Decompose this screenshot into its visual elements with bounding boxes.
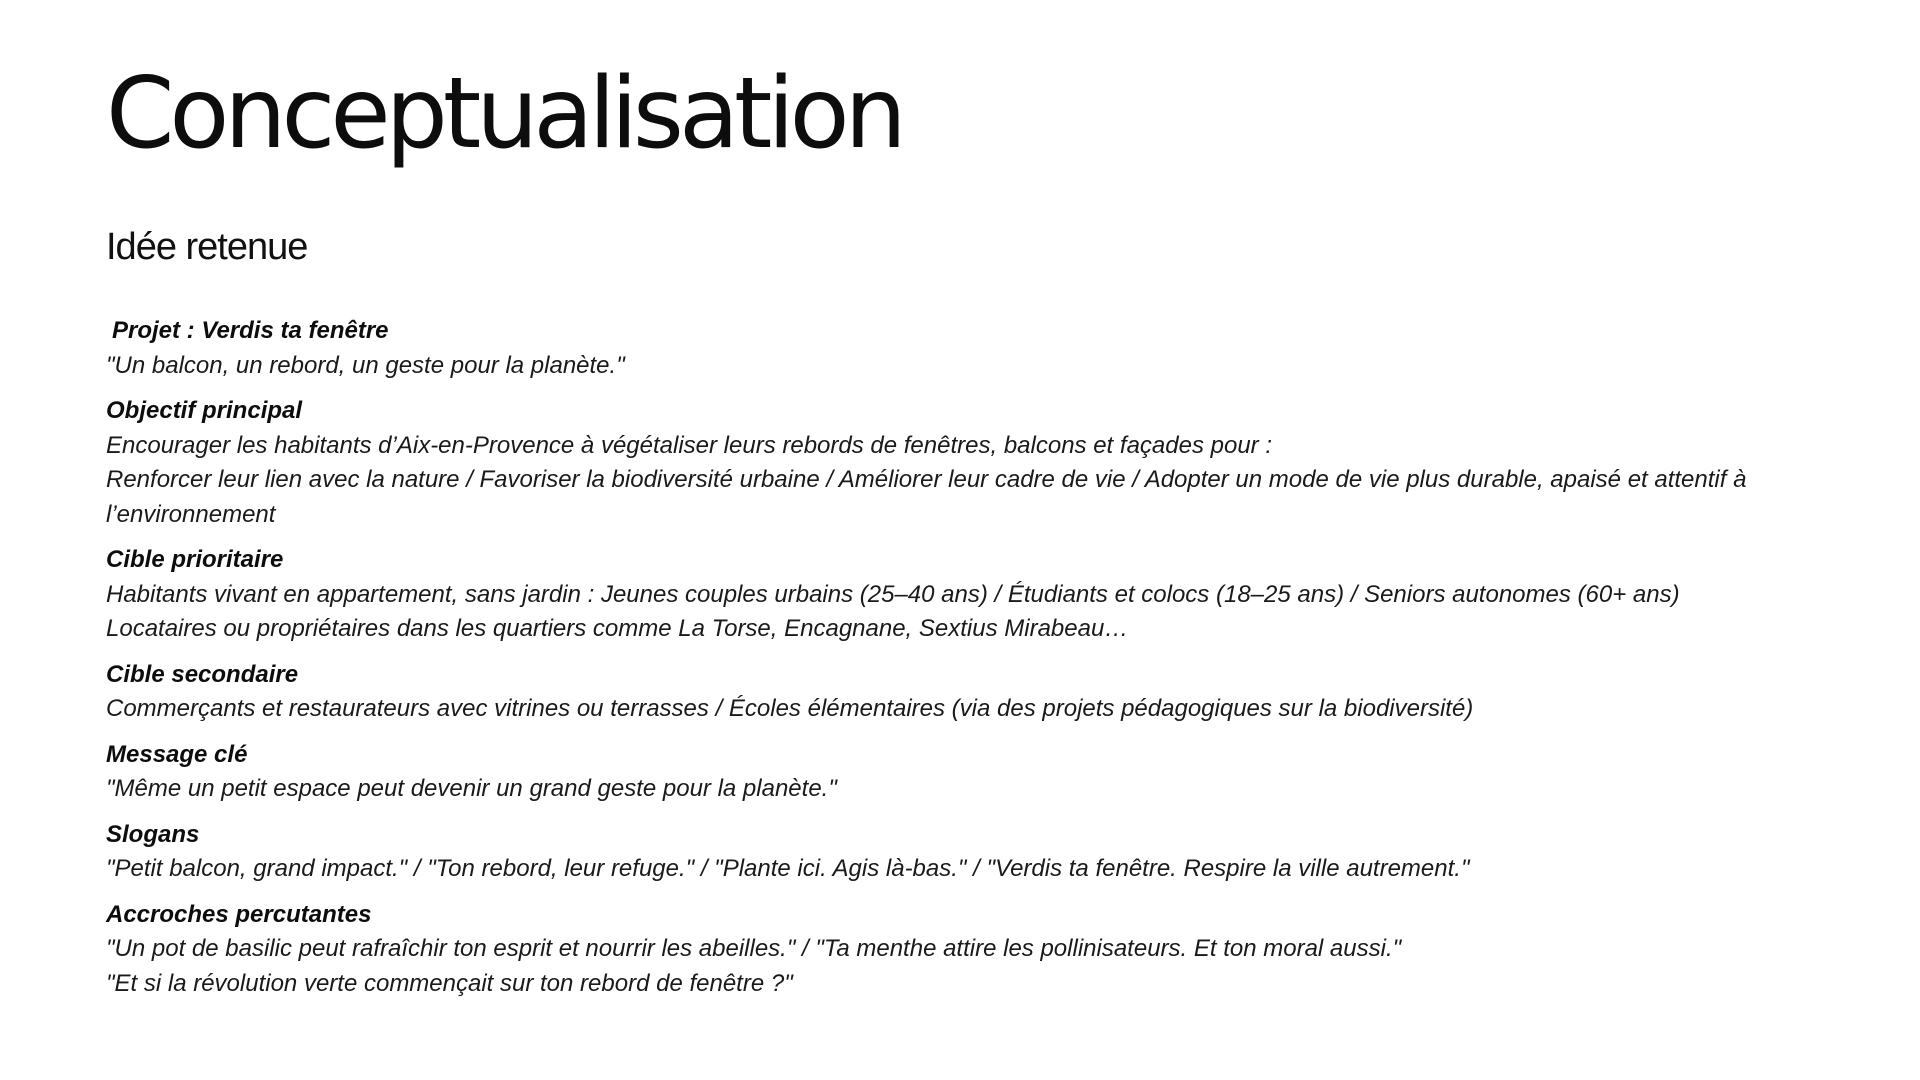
- hooks-line: "Un pot de basilic peut rafraîchir ton esprit et nourrir les abeilles." / "Ta menthe attire les pollinisateurs. Et ton moral aussi.": [106, 935, 1402, 962]
- objective-line: Encourager les habitants d’Aix-en-Provence à végétaliser leurs rebords de fenêtres, balcons et façades pour :: [106, 431, 1272, 459]
- primary-target-line: Habitants vivant en appartement, sans jardin : Jeunes couples urbains (25–40 ans) / Étudiants et colocs (18–25 ans) / Seniors autonomes (60+ ans): [106, 580, 1680, 608]
- section-subtitle: Idée retenue: [106, 226, 308, 268]
- project-block: [106, 314, 1796, 383]
- secondary-target-line: Commerçants et restaurateurs avec vitrines ou terrasses / Écoles élémentaires (via des projets pédagogiques sur la biodiversité): [106, 695, 1474, 722]
- hooks-block: [106, 898, 1796, 1002]
- objective-line: Renforcer leur lien avec la nature / Favoriser la biodiversité urbaine / Améliorer leur cadre de vie / Adopter un mode de vie plus durable, apaisé et attentif à l’environnement: [106, 466, 1747, 528]
- hooks-heading: Accroches percutantes: [106, 900, 372, 928]
- hooks-line: "Et si la révolution verte commençait sur ton rebord de fenêtre ?": [106, 969, 793, 997]
- slogans-line: "Petit balcon, grand impact." / "Ton rebord, leur refuge." / "Plante ici. Agis là-bas." / "Verdis ta fenêtre. Respire la ville autrement.": [106, 855, 1470, 882]
- page-title: Conceptualisation: [106, 57, 902, 171]
- slogans-heading: Slogans: [106, 820, 200, 848]
- secondary-target-block: [106, 658, 1796, 727]
- primary-target-line: Locataires ou propriétaires dans les quartiers comme La Torse, Encagnane, Sextius Mirabeau…: [106, 615, 1129, 642]
- key-message-block: [106, 738, 1796, 807]
- objective-block: [106, 394, 1796, 532]
- key-message-heading: Message clé: [106, 740, 248, 768]
- slogans-block: [106, 818, 1796, 887]
- primary-target-heading: Cible prioritaire: [106, 546, 284, 573]
- key-message-line: "Même un petit espace peut devenir un grand geste pour la planète.": [106, 775, 837, 802]
- primary-target-block: [106, 543, 1796, 647]
- content-body: [106, 314, 1796, 1012]
- project-heading: Projet : Verdis ta fenêtre: [112, 317, 389, 344]
- objective-heading: Objectif principal: [106, 397, 303, 424]
- project-tagline: "Un balcon, un rebord, un geste pour la planète.": [106, 351, 625, 379]
- secondary-target-heading: Cible secondaire: [106, 660, 299, 688]
